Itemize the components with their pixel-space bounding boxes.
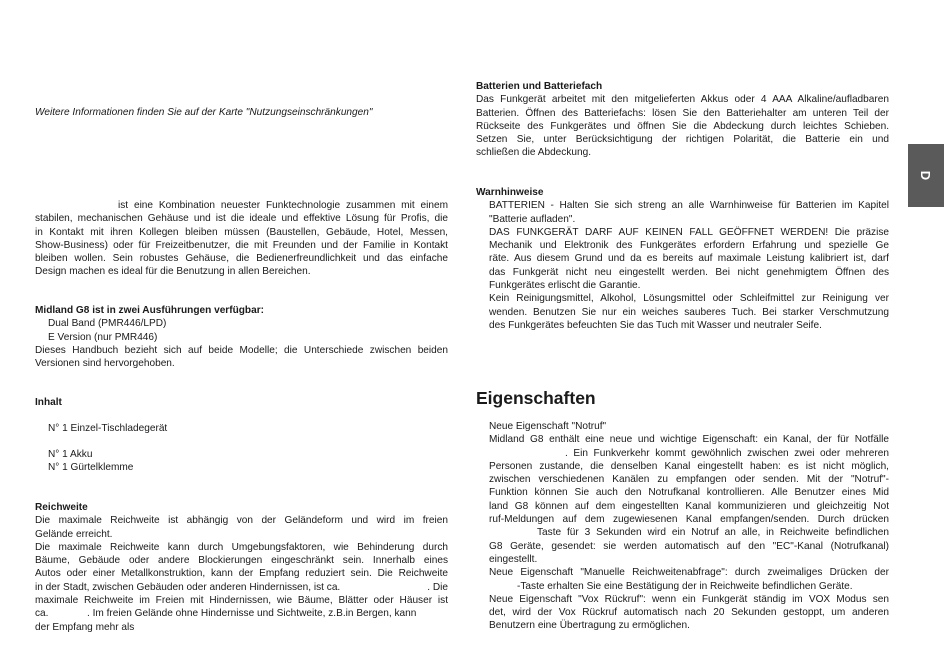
range-line-part: . Die [427, 581, 448, 593]
version-item: Dual Band (PMR446/LPD) [48, 318, 167, 330]
features-line: . Ein Funkverkehr kommt gewöhnlich zwischen zwei oder mehreren [565, 447, 889, 459]
range-line-part: . Im freien Gelände ohne Hindernisse und Sichtweite, z.B.in Bergen, kann [87, 608, 417, 620]
warning-line: BATTERIEN - Halten Sie sich streng an alle Warnhinweise für Batterien im Kapitel [489, 200, 889, 212]
features-line: Personen zustande, die denselben Kanal eingestellt haben: es ist nicht möglich, [489, 460, 889, 472]
range-line: Die maximale Reichweite ist abhängig von der Geländeform und wird im freien [35, 515, 448, 527]
usage-restrictions-note: Weitere Informationen finden Sie auf der Karte "Nutzungseinschränkungen" [35, 107, 373, 118]
battery-section [476, 80, 889, 160]
manual-note-line: Dieses Handbuch bezieht sich auf beide Modelle; die Unterschiede zwischen beiden [35, 344, 448, 356]
range-line: Bäume, Gebäude oder andere Blockierungen eingeschränkt sein. Innerhalb eines [35, 555, 448, 567]
intro-line: stabilen, mechanischen Gehäuse und ist die ideale und effektive Lösung für Profis, die [35, 213, 448, 225]
battery-heading: Batterien und Batteriefach [476, 81, 603, 92]
manual-note-line: Versionen sind hervorgehoben. [35, 358, 175, 370]
features-line: Neue Eigenschaft "Notruf" [489, 421, 607, 432]
intro-line: in Kontakt mit ihren Kollegen bleiben müssen (Baustellen, Gebäude, Hotel, Messen, [35, 226, 448, 238]
range-line [35, 607, 448, 620]
features-line: Taste für 3 Sekunden wird ein Notruf an alle, in Reichweite befindlichen [537, 527, 889, 539]
range-section [35, 501, 448, 634]
features-section [476, 420, 889, 633]
battery-line: schließen die Abdeckung. [476, 147, 592, 159]
range-line: maximale Reichweite im Freien mit Hindernissen, wie Bäume, Blätter oder Häuser ist [35, 595, 448, 607]
warning-line: Funkgerätes erlischt die Garantie. [489, 280, 641, 292]
warning-line: wenden. Benutzen Sie nur ein weiches sauberes Tuch. Bei starker Verschmutzung [489, 306, 889, 318]
range-line: Autos oder einer Metallkonstruktion, kann der Empfang reduziert sein. Die Reichweite [35, 568, 448, 580]
features-line: zwischen verschiedenen Kanälen zu empfangen oder senden. Mit der "Notruf"- [489, 474, 889, 486]
warning-line: "Batterie aufladen". [489, 213, 576, 225]
range-line [35, 581, 448, 594]
features-line: -Taste erhalten Sie eine Bestätigung der in Reichweite befindlichen Geräte. [517, 580, 853, 592]
contents-heading: Inhalt [35, 397, 62, 408]
warning-heading: Warnhinweise [476, 187, 544, 198]
battery-line: Das Funkgerät arbeitet mit den mitgelieferten Akkus oder 4 AAA Alkaline/aufladbaren [476, 94, 889, 106]
features-line: eingestellt. [489, 553, 538, 565]
warning-line: Kein Reinigungsmittel, Alkohol, Lösungsmittel oder Schleifmittel zur Reinigung ver [489, 293, 889, 305]
range-line: Gelände erreicht. [35, 528, 113, 540]
battery-line: Batterien. Öffnen des Batteriefachs: lösen Sie den Batteriehalter am unteren Teil der [476, 107, 889, 119]
intro-line: Show-Business) oder für Freizeitbenutzer, die mit Freunden und der Familie in Kontakt [35, 239, 448, 251]
version-item: E Version (nur PMR446) [48, 331, 158, 343]
battery-line: Setzen Sie, unter Berücksichtigung der richtigen Polarität, die Batterie ein und [476, 134, 889, 146]
range-line: Die maximale Reichweite kann durch Umgebungsfaktoren, wie Behinderung durch [35, 541, 448, 553]
features-line: G8 Geräte, gesendet: sie werden automatisch auf den "EC"-Kanal (Notrufkanal) [489, 540, 889, 552]
range-line-part: in der Stadt, zwischen Gebäuden oder anderen Hindernissen, ist ca. [35, 581, 341, 593]
features-line: det, wird der Vox Rückruf automatisch nach 20 Sekunden gestoppt, um anderen [489, 607, 889, 619]
battery-line: Rückseite des Funkgerätes und öffnen Sie die Abdeckung durch leichtes Schieben. [476, 120, 889, 132]
range-line-part: ca. [35, 608, 49, 620]
features-line: ruf-Meldungen auf dem zugewiesenen Kanal empfangen/senden. Durch drücken [489, 514, 889, 526]
features-line: land G8 können auf dem eingestellten Kanal kommunizieren und gleichzeitig Not [489, 500, 889, 512]
warning-line: das Funkgerät nicht neu eingestellt werden. Bei nicht genehmigtem Öffnen des [489, 266, 889, 278]
versions-section [35, 304, 448, 370]
intro-line: Design machen es ideal für die Benutzung in allen Bereichen. [35, 266, 311, 278]
features-line: Benutzern eine Übertragung zu ermöglichen. [489, 620, 690, 632]
range-heading: Reichweite [35, 502, 88, 513]
features-line: Neue Eigenschaft "Manuelle Reichweitenabfrage": durch zweimaliges Drücken der [489, 567, 889, 579]
contents-item: N° 1 Akku [48, 449, 93, 460]
intro-paragraph [35, 199, 448, 279]
intro-line: ist eine Kombination neuester Funktechnologie zusammen mit einem [118, 200, 448, 211]
warning-line: DAS FUNKGERÄT DARF AUF KEINEN FALL GEÖFFNET WERDEN! Die präzise [489, 226, 889, 238]
language-tab-label: D [918, 170, 934, 181]
range-line: der Empfang mehr als [35, 621, 135, 633]
features-line: Funktion können Sie auch den Notrufkanal kontrollieren. Alle Benutzer eines Mid [489, 487, 889, 499]
contents-item: N° 1 Einzel-Tischladegerät [48, 423, 168, 434]
language-tab [908, 144, 944, 207]
features-line: Neue Eigenschaft "Vox Rückruf": wenn ein Funkgerät ständig im VOX Modus sen [489, 593, 889, 605]
warning-line: räte. Aus diesem Grund und da es bereits auf maximale Leistung kalibriert ist, darf [489, 253, 889, 265]
warning-line: des Funkgerätes befeuchten Sie das Tuch mit Wasser und neutraler Seife. [489, 319, 822, 331]
contents-item: N° 1 Gürtelklemme [48, 462, 134, 473]
warning-line: Mechanik und Elektronik des Funkgerätes erfordern Erfahrung und spezielle Ge [489, 240, 889, 252]
versions-heading: Midland G8 ist in zwei Ausführungen verfügbar: [35, 305, 264, 316]
intro-line: bleiben wollen. Sein robustes Gehäuse, die Bedienerfreundlichkeit und das einfache [35, 253, 448, 265]
warning-section [476, 186, 889, 332]
features-line: Midland G8 enthält eine neue und wichtige Eigenschaft: ein Kanal, der für Notfälle [489, 434, 889, 446]
features-title: Eigenschaften [476, 388, 596, 408]
